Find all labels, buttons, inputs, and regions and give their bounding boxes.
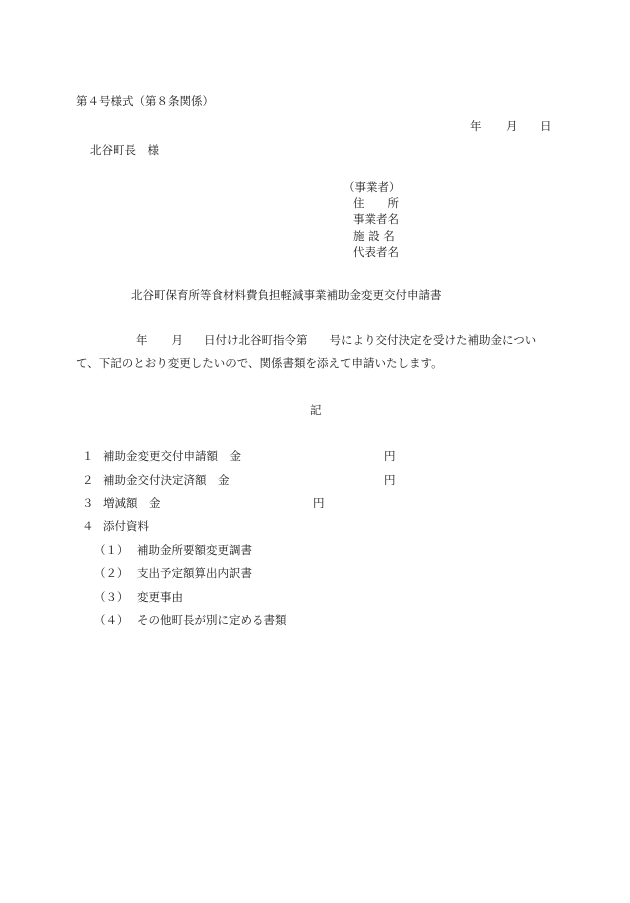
item-unit-yen: 円 <box>313 496 325 510</box>
item-number: ３ <box>82 496 94 510</box>
body-year: 年 <box>136 333 148 347</box>
addressee: 北谷町長 様 <box>90 143 159 157</box>
item-attachments: 添付資料 <box>103 519 149 533</box>
item-change-request-amount: 補助金変更交付申請額 金 <box>103 449 241 463</box>
attachment-item: 変更事由 <box>137 590 183 604</box>
attachment-number: （２） <box>94 566 129 580</box>
applicant-address-label: 住 所 <box>353 196 399 210</box>
attachment-number: （４） <box>94 613 129 627</box>
attachment-number: （３） <box>94 590 129 604</box>
item-unit-yen: 円 <box>384 449 396 463</box>
date-day: 日 <box>540 119 552 133</box>
document-title: 北谷町保育所等食材料費負担軽減事業補助金変更交付申請書 <box>131 288 442 302</box>
applicant-representative-label: 代表者名 <box>353 245 399 259</box>
body-line-2: て、下記のとおり変更したいので、関係書類を添えて申請いたします。 <box>76 356 443 370</box>
item-increase-decrease: 増減額 金 <box>103 496 161 510</box>
body-line-1 <box>136 335 536 347</box>
date-year: 年 <box>470 119 482 133</box>
applicant-facility-name-label: 施 設 名 <box>353 229 395 243</box>
form-number: 第４号様式（第８条関係） <box>76 94 214 108</box>
attachment-item: 支出予定額算出内訳書 <box>137 566 252 580</box>
applicant-business-name-label: 事業者名 <box>353 212 399 226</box>
attachment-item: 補助金所要額変更調書 <box>137 543 252 557</box>
body-rest: 号により交付決定を受けた補助金につい <box>329 333 537 347</box>
item-number: １ <box>82 449 94 463</box>
applicant-heading: （事業者） <box>343 180 401 194</box>
item-number: ４ <box>82 519 94 533</box>
attachment-number: （１） <box>94 543 129 557</box>
body-month: 月 <box>171 333 183 347</box>
body-day-ref: 日付け北谷町指令第 <box>204 333 308 347</box>
date-month: 月 <box>506 119 518 133</box>
ki-heading: 記 <box>310 403 322 417</box>
item-number: ２ <box>82 473 94 487</box>
item-decided-amount: 補助金交付決定済額 金 <box>103 473 230 487</box>
item-unit-yen: 円 <box>384 473 396 487</box>
attachment-item: その他町長が別に定める書類 <box>137 613 287 627</box>
